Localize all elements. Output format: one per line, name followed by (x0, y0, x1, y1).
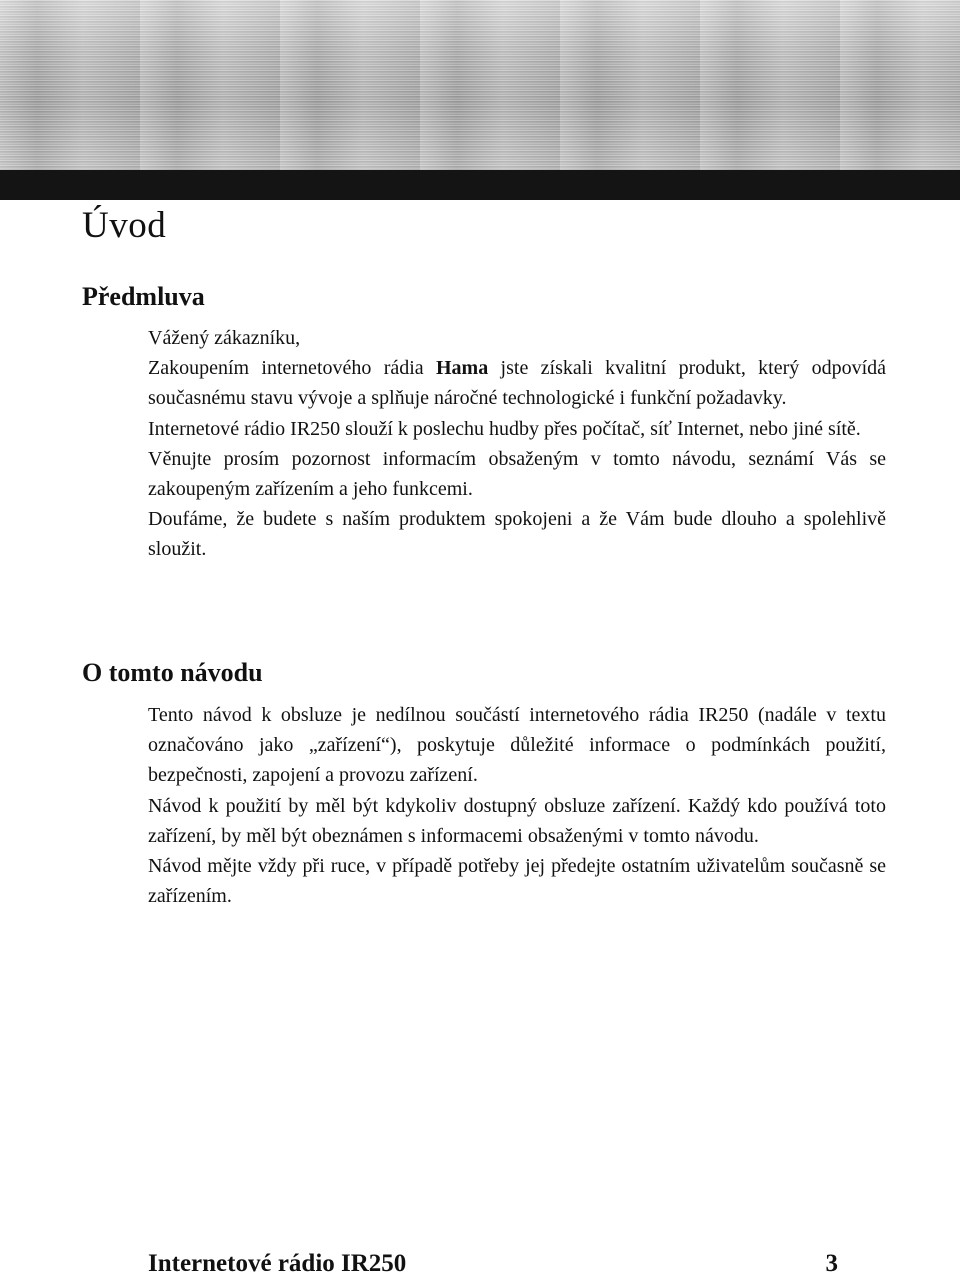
header-texture-band (0, 0, 960, 170)
navod-paragraph-3: Návod mějte vždy při ruce, v případě potřeby jej předejte ostatním uživatelům současně se zařízením. (148, 855, 886, 908)
section-heading-o-tomto-navodu: O tomto návodu (82, 658, 263, 687)
brand-name: Hama (436, 357, 489, 380)
page-title: Úvod (82, 205, 167, 246)
o-tomto-navodu-body (148, 700, 886, 911)
section-heading-predmluva: Předmluva (82, 282, 205, 311)
predmluva-body (148, 323, 886, 565)
footer-page-number: 3 (825, 1250, 838, 1277)
header-black-bar (0, 170, 960, 200)
predmluva-paragraph-3: Věnujte prosím pozornost informacím obsaženým v tomto návodu, seznámí Vás se zakoupeným zařízením a jeho funkcemi. (148, 447, 886, 501)
navod-paragraph-1: Tento návod k obsluze je nedílnou součástí internetového rádia IR250 (nadále v textu označováno jako „zařízení“), poskytuje důležité informace o podmínkách použití, bezpečnosti, zapojení a provozu zařízení. (148, 704, 886, 787)
navod-paragraph-2: Návod k použití by měl být kdykoliv dostupný obsluze zařízení. Každý kdo používá toto zařízení, by měl být obeznámen s informacemi obsaženými v tomto návodu. (148, 794, 886, 847)
paragraph-text: Zakoupením internetového rádia (148, 357, 436, 380)
predmluva-paragraph-2: Internetové rádio IR250 slouží k poslechu hudby přes počítač, síť Internet, nebo jiné sítě. (148, 417, 861, 440)
predmluva-paragraph-4: Doufáme, že budete s naším produktem spokojeni a že Vám bude dlouho a spolehlivě sloužit. (148, 508, 886, 561)
predmluva-paragraph-1 (148, 353, 886, 413)
paragraph-text: jste získali kvalitní produkt, který odpovídá současnému stavu vývoje a splňuje náročné technologické i funkční požadavky. (148, 357, 887, 410)
greeting: Vážený zákazníku, (148, 327, 301, 349)
footer-product-name: Internetové rádio IR250 (148, 1250, 407, 1277)
